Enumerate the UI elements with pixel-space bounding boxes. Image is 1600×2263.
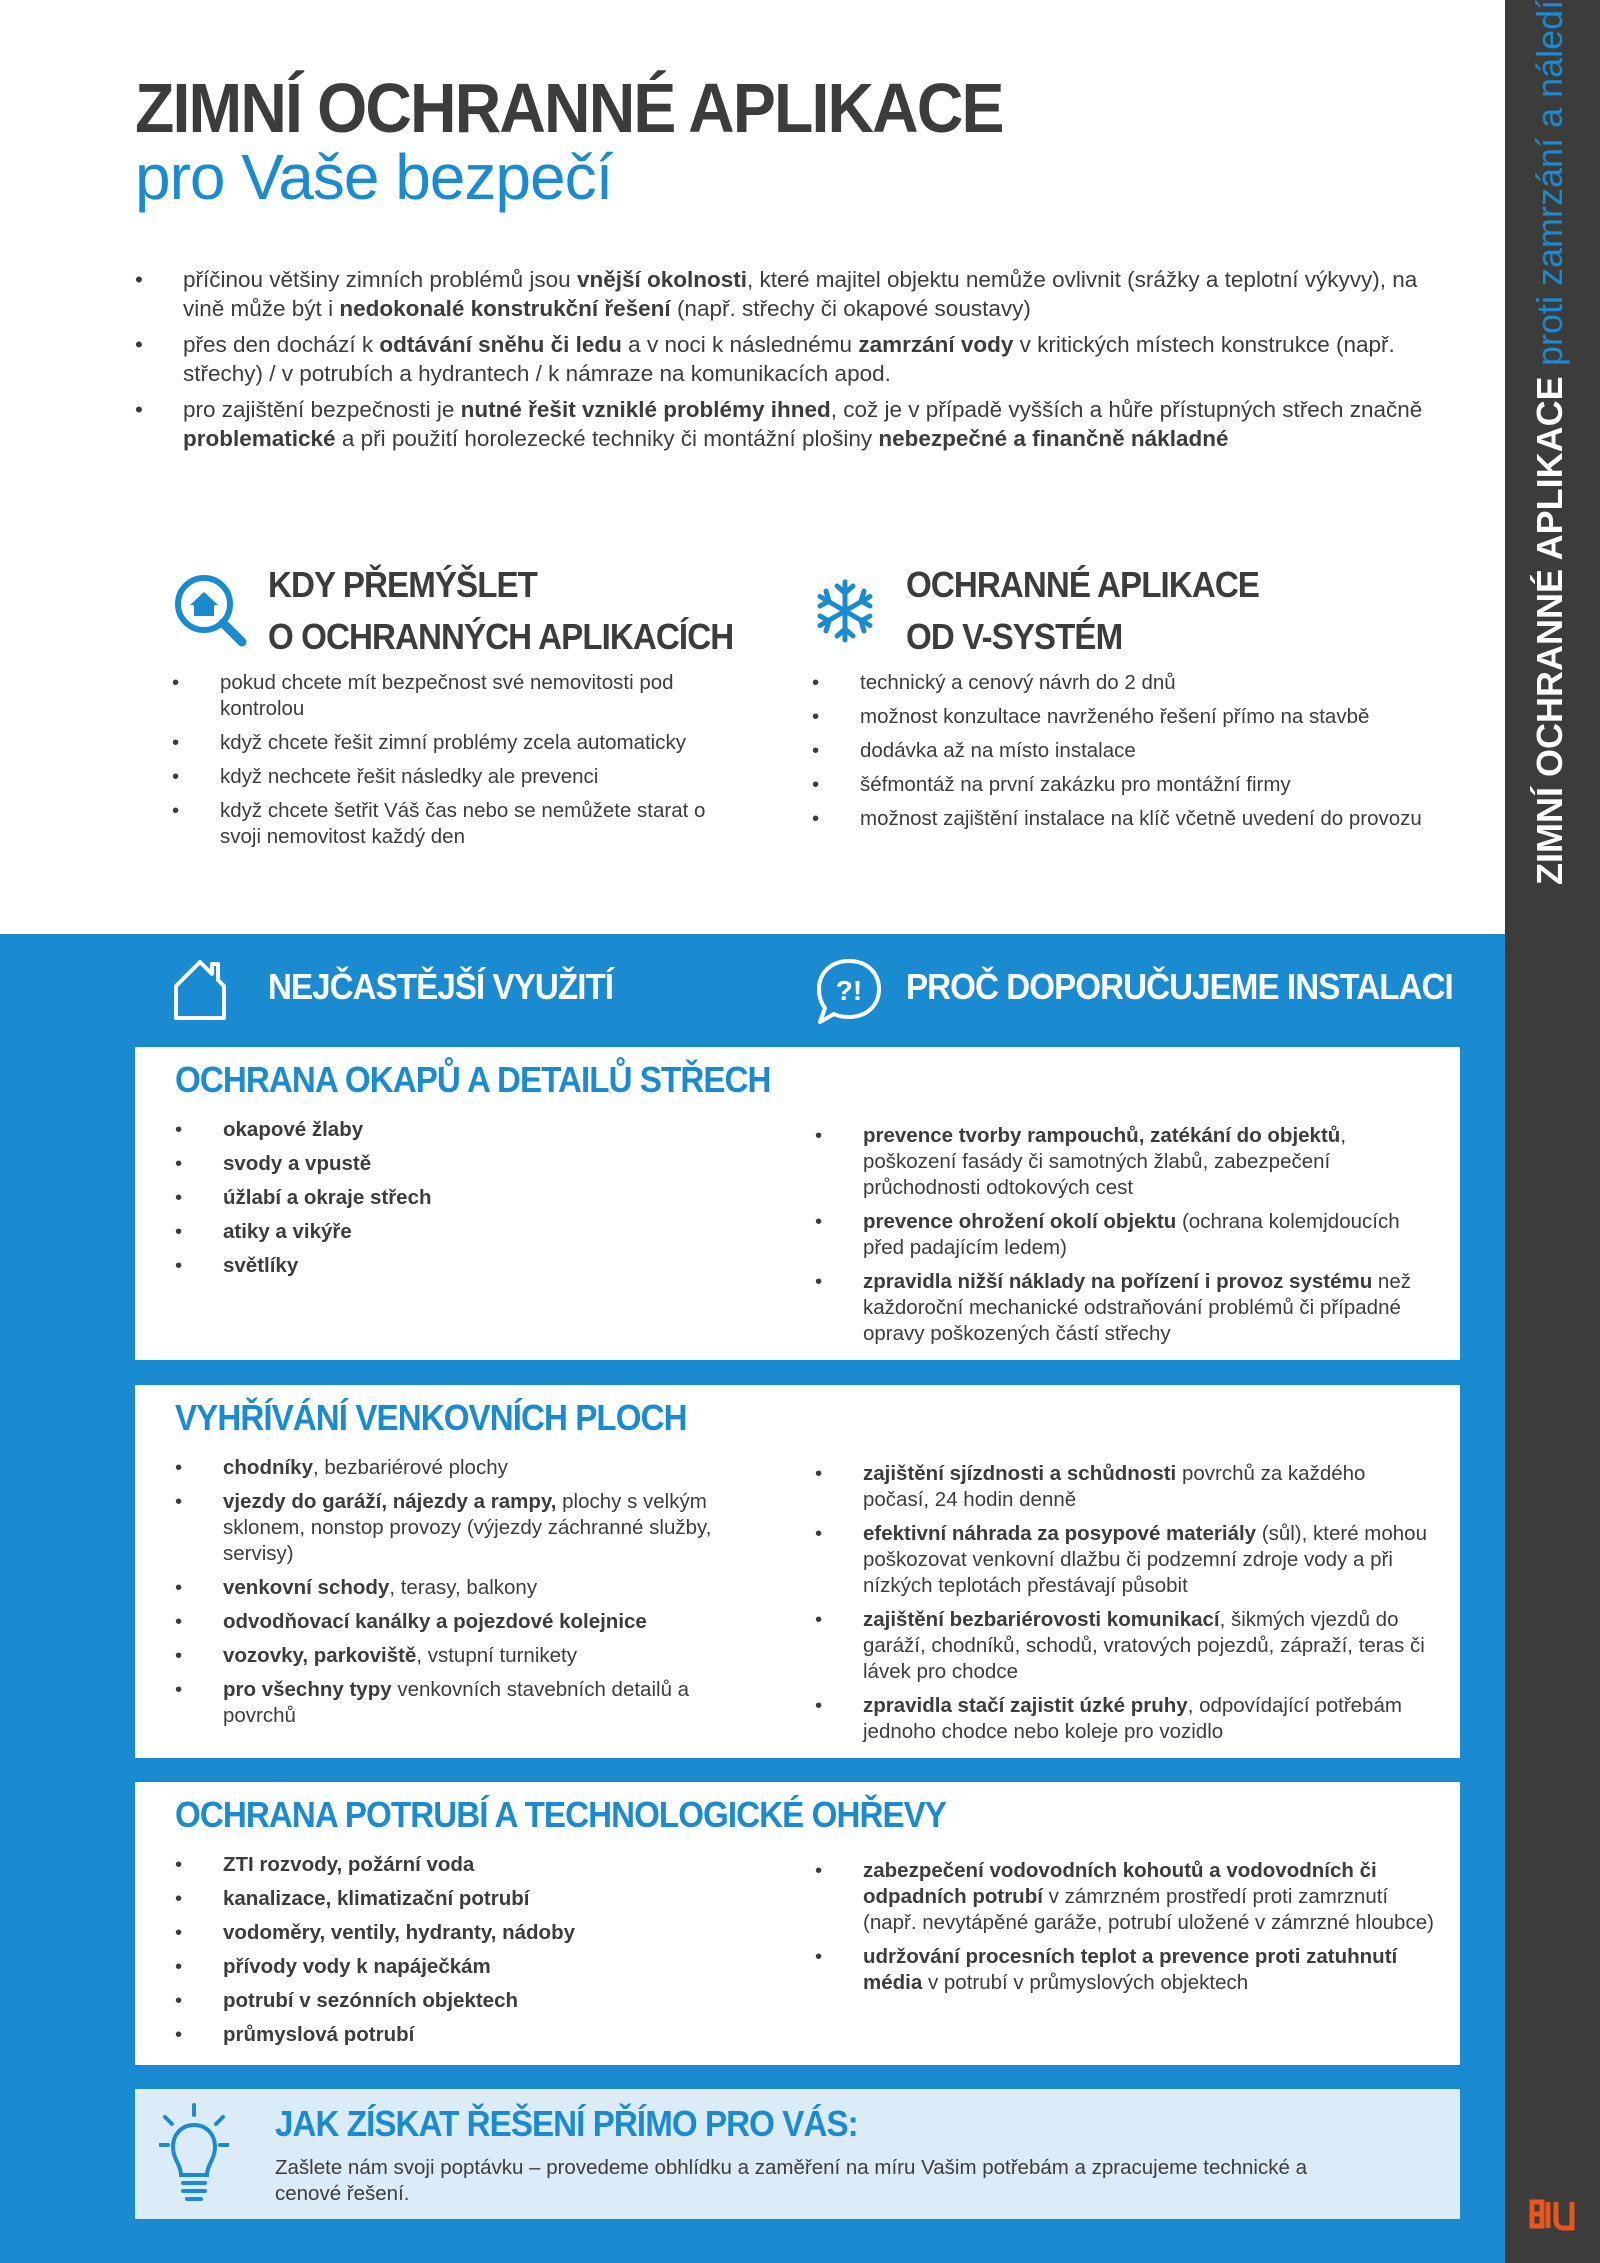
offer-title-line1: OCHRANNÉ APLIKACE (906, 564, 1259, 605)
list-item: • přes den dochází k odtávání sněhu či ledu a v noci k následnému zamrzání vody v kritických místech konstrukce (např. střechy) / v potrubích a hydrantech / k námraze na komunikacích apod. (135, 330, 1435, 388)
card-title: OCHRANA OKAPŮ A DETAILŮ STŘECH (175, 1059, 771, 1100)
list-item: • udržování procesních teplot a prevence proti zatuhnutí média v potrubí v průmyslových objektech (815, 1944, 1435, 1996)
list-item (175, 1185, 735, 1211)
list-item: • vjezdy do garáží, nájezdy a rampy, plochy s velkým sklonem, nonstop provozy (výjezdy záchranné služby, servisy) (175, 1489, 735, 1567)
emphasis-text: prevence tvorby rampouchů, zatékání do objektů (863, 1124, 1341, 1147)
house-outline-icon (172, 958, 228, 1022)
list-item: • příčinou většiny zimních problémů jsou vnější okolnosti, které majitel objektu nemůže ovlivnit (srážky a teplotní výkyvy), na vině může být i nedokonalé konstrukční řešení (např. střechy či okapové soustavy) (135, 265, 1435, 323)
emphasis-text: odvodňovací kanálky a pojezdové kolejnice (223, 1610, 647, 1633)
emphasis-text: nedokonalé konstrukční řešení (339, 296, 671, 321)
emphasis-text: přívody vody k napáječkám (223, 1955, 491, 1978)
when-list (172, 670, 712, 858)
emphasis-text: efektivní náhrada za posypové materiály (863, 1522, 1257, 1545)
list-item: • zajištění sjízdnosti a schůdnosti povrchů za každého počasí, 24 hodin denně (815, 1461, 1435, 1513)
list-item: • pro všechny typy venkovních stavebních detailů a povrchů (175, 1677, 735, 1729)
card-roof-protection (135, 1047, 1460, 1360)
emphasis-text: vozovky, parkoviště (223, 1644, 417, 1667)
emphasis-text: svody a vpustě (223, 1152, 372, 1175)
card-reason-list (815, 1123, 1435, 1355)
list-item: • šéfmontáž na první zakázku pro montážní firmy (812, 772, 1472, 798)
list-item: • možnost zajištění instalace na klíč včetně uvedení do provozu (812, 806, 1472, 832)
svg-text:?!: ?! (835, 975, 863, 1006)
card-usage-list (175, 1117, 735, 1287)
list-item (175, 1886, 735, 1912)
sidebar-label-bold: ZIMNÍ OCHRANNÉ APLIKACE (1529, 376, 1570, 885)
page-subtitle: pro Vaše bezpečí (135, 141, 613, 213)
emphasis-text: zajištění sjízdnosti a schůdnosti (863, 1462, 1177, 1485)
list-item (175, 1253, 735, 1279)
emphasis-text: problematické (183, 426, 336, 451)
list-item: • zpravidla nižší náklady na pořízení i provoz systému než každoroční mechanické odstraňování problémů či případné opravy poškozených částí střechy (815, 1269, 1435, 1347)
list-item: • prevence ohrožení okolí objektu (ochrana kolemjdoucích před padajícím ledem) (815, 1209, 1435, 1261)
cta-title: JAK ZÍSKAT ŘEŠENÍ PŘÍMO PRO VÁS: (275, 2103, 858, 2144)
emphasis-text: chodníky (223, 1456, 313, 1479)
card-reason-list (815, 1461, 1435, 1753)
house-magnifier-icon (172, 572, 248, 648)
when-title-line1: KDY PŘEMÝŠLET (268, 564, 537, 605)
question-exclamation-bubble-icon (814, 956, 884, 1028)
card-usage-list (175, 1455, 735, 1737)
list-item: • efektivní náhrada za posypové materiály (sůl), které mohou poškozovat venkovní dlažbu či podzemní zdroje vody a při nízkých teplotách přestávají působit (815, 1521, 1435, 1599)
list-item: • možnost konzultace navrženého řešení přímo na stavbě (812, 704, 1472, 730)
page-title: ZIMNÍ OCHRANNÉ APLIKACE (135, 69, 1003, 147)
offer-title-line2: OD V-SYSTÉM (906, 616, 1123, 657)
emphasis-text: zabezpečení vodovodních kohoutů a vodovodních či odpadních potrubí (863, 1859, 1377, 1908)
list-item (175, 1852, 735, 1878)
sidebar-label (1526, 0, 1574, 885)
list-item: • chodníky, bezbariérové plochy (175, 1455, 735, 1481)
card-outdoor-heating (135, 1385, 1460, 1758)
list-item: • když nechcete řešit následky ale prevenci (172, 764, 712, 790)
list-item (175, 2022, 735, 2048)
emphasis-text: kanalizace, klimatizační potrubí (223, 1887, 530, 1910)
emphasis-text: atiky a vikýře (223, 1220, 352, 1243)
emphasis-text: vjezdy do garáží, nájezdy a rampy, (223, 1490, 557, 1513)
list-item: • pokud chcete mít bezpečnost své nemovitosti pod kontrolou (172, 670, 712, 722)
offer-list (812, 670, 1472, 840)
list-item (175, 1151, 735, 1177)
emphasis-text: nebezpečné a finančně nákladné (878, 426, 1229, 451)
usage-title: NEJČASTĚJŠÍ VYUŽITÍ (268, 966, 614, 1007)
when-title (268, 559, 733, 663)
list-item (175, 1920, 735, 1946)
offer-title (906, 559, 1259, 663)
cta-text: Zašlete nám svoji poptávku – provedeme obhlídku a zaměření na míru Vašim potřebám a zpracujeme technické a cenové řešení. (275, 2156, 1307, 2205)
emphasis-text: zamrzání vody (858, 332, 1014, 357)
lightbulb-icon (159, 2103, 229, 2207)
list-item (175, 1988, 735, 2014)
list-item: • prevence tvorby rampouchů, zatékání do objektů, poškození fasády či samotných žlabů, zabezpečení průchodnosti odtokových cest (815, 1123, 1435, 1201)
snowflake-icon (812, 578, 878, 644)
intro-list (135, 265, 1435, 460)
list-item: • když chcete řešit zimní problémy zcela automaticky (172, 730, 712, 756)
card-title: OCHRANA POTRUBÍ A TECHNOLOGICKÉ OHŘEVY (175, 1794, 946, 1835)
list-item: • zabezpečení vodovodních kohoutů a vodovodních či odpadních potrubí v zámrzném prostředí proti zamrznutí (např. nevytápěné garáže, potrubí uložené v zámrzné hloubce) (815, 1858, 1435, 1936)
emphasis-text: nutné řešit vzniklé problémy ihned (460, 397, 831, 422)
list-item (175, 1954, 735, 1980)
list-item (175, 1219, 735, 1245)
emphasis-text: světlíky (223, 1254, 299, 1277)
list-item (175, 1609, 735, 1635)
card-reason-list (815, 1858, 1435, 2004)
list-item: • vozovky, parkoviště, vstupní turnikety (175, 1643, 735, 1669)
emphasis-text: pro všechny typy (223, 1678, 392, 1701)
emphasis-text: zpravidla nižší náklady na pořízení i provoz systému (863, 1270, 1373, 1293)
emphasis-text: úžlabí a okraje střech (223, 1186, 432, 1209)
list-item (175, 1117, 735, 1143)
emphasis-text: prevence ohrožení okolí objektu (863, 1210, 1177, 1233)
when-title-line2: O OCHRANNÝCH APLIKACÍCH (268, 616, 734, 657)
list-item: • technický a cenový návrh do 2 dnů (812, 670, 1472, 696)
emphasis-text: okapové žlaby (223, 1118, 364, 1141)
sidebar-label-light: proti zamrzání a náledí (1529, 0, 1570, 367)
list-item: • dodávka až na místo instalace (812, 738, 1472, 764)
emphasis-text: potrubí v sezónních objektech (223, 1989, 519, 2012)
list-item: • venkovní schody, terasy, balkony (175, 1575, 735, 1601)
emphasis-text: odtávání sněhu či ledu (379, 332, 622, 357)
emphasis-text: vodoměry, ventily, hydranty, nádoby (223, 1921, 575, 1944)
card-usage-list (175, 1852, 735, 2056)
cta-box (135, 2089, 1460, 2219)
list-item: • zajištění bezbariérovosti komunikací, šikmých vjezdů do garáží, chodníků, schodů, vratových pojezdů, zápraží, teras či lávek pro chodce (815, 1607, 1435, 1685)
list-item: • když chcete šetřit Váš čas nebo se nemůžete starat o svoji nemovitost každý den (172, 798, 712, 850)
emphasis-text: venkovní schody (223, 1576, 390, 1599)
emphasis-text: ZTI rozvody, požární voda (223, 1853, 475, 1876)
list-item: • pro zajištění bezpečnosti je nutné řešit vzniklé problémy ihned, což je v případě vyšších a hůře přístupných střech značně problematické a při použití horolezecké techniky či montážní plošiny nebezpečné a finančně nákladné (135, 395, 1435, 453)
card-title: VYHŘÍVÁNÍ VENKOVNÍCH PLOCH (175, 1397, 687, 1438)
list-item: • zpravidla stačí zajistit úzké pruhy, odpovídající potřebám jednoho chodce nebo koleje pro vozidlo (815, 1693, 1435, 1745)
emphasis-text: vnější okolnosti (576, 267, 747, 292)
emphasis-text: udržování procesních teplot a prevence proti zatuhnutí média (863, 1945, 1398, 1994)
why-title: PROČ DOPORUČUJEME INSTALACI (906, 966, 1453, 1007)
card-pipe-protection (135, 1782, 1460, 2065)
v-system-logo-icon (1528, 2198, 1576, 2232)
emphasis-text: průmyslová potrubí (223, 2023, 415, 2046)
emphasis-text: zpravidla stačí zajistit úzké pruhy (863, 1694, 1188, 1717)
emphasis-text: zajištění bezbariérovosti komunikací (863, 1608, 1220, 1631)
